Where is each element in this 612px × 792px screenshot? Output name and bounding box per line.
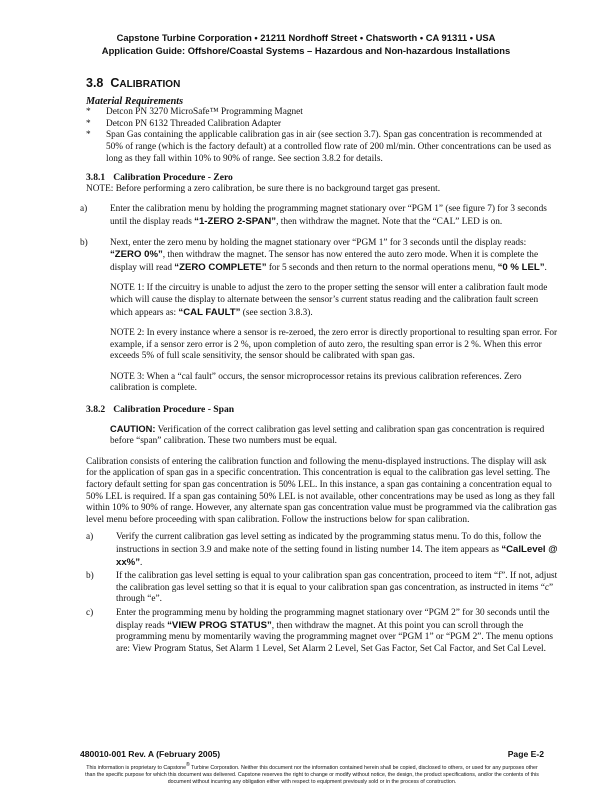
display-readout: “CalLevel @ xx%”	[116, 544, 558, 568]
material-text: Span Gas containing the applicable calibration gas in air (see section 3.7). Span gas concentration is recommended at 50% of range (which is the factory default) at a controlled flow rate of 200 ml/min. Other concentrations can be used as long as they fall within 10% to 90% of range. See section 3.8.2 for details.	[106, 130, 552, 164]
caution-text: Verification of the correct calibration gas level setting and calibration span gas concentration is required before “span” calibration. These two numbers must be equal.	[110, 424, 545, 447]
material-list-item	[86, 107, 558, 119]
step-text: .	[544, 262, 547, 273]
disclaimer-text: Turbine Corporation. Neither this document nor the information contained herein shall be copied, disclosed to others, or used for any purposes other than the specific purpose for which this document was delivered. Capstone reserves the right to change or modify without notice, the design, the product specifications, and/or the contents of this document without incurring any obligation either with respect to equipment previously sold or in the process of construction.	[85, 764, 539, 785]
step-letter: a)	[80, 204, 88, 215]
step-text: , then withdraw the magnet. The sensor has now entered the auto zero mode. When it is complete the display will read	[110, 250, 539, 273]
display-readout: “0 % LEL”	[497, 261, 545, 273]
caution-block	[80, 424, 558, 448]
span-paragraph: Calibration consists of entering the calibration function and following the menu-displayed instructions. The display will ask for the application of span gas in a specific concentration. This concentration is equal to the calibration gas level setting. The factory default setting for span gas concentration is 50% LEL. In this instance, a span gas containing a concentration equal to 50% LEL is required. If a span gas containing 50% LEL is not available, other concentrations may be used as long as they fall within 10% to 90% of range. However, any alternate span gas concentration value must be programmed via the calibration gas level menu before proceeding with span calibration. Follow the instructions below for span calibration.	[86, 456, 557, 525]
step-text: If the calibration gas level setting is equal to your calibration span gas concentration, proceed to item “f”. If not, adjust the calibration gas level setting so that it is equal to your calibration span gas concentration, as instructed in items “c” through “e”.	[116, 571, 558, 605]
zero-note-2: NOTE 2: In every instance where a sensor is re-zeroed, the zero error is directly proportional to resulting span error. For example, if a sensor zero error is 2 %, upon completion of auto zero, the resulting span error is 2 %. When this error exceeds 5% of full scale sensitivity, the sensor should be calibrated with span gas.	[110, 328, 558, 362]
zero-note-3: NOTE 3: When a “cal fault” occurs, the sensor microprocessor retains its previous calibration references. Zero calibration is complete.	[110, 371, 522, 394]
footer-line	[80, 749, 544, 759]
zero-step-a	[80, 204, 558, 228]
step-letter: a)	[86, 532, 94, 543]
step-text: .	[140, 557, 143, 568]
section-heading	[86, 78, 558, 91]
header-guide-title: Application Guide: Offshore/Coastal Systems – Hazardous and Non-hazardous Installations	[101, 45, 511, 56]
subsection-number: 3.8.1	[86, 172, 106, 184]
caution-label: CAUTION:	[110, 423, 156, 434]
note-text: (see section 3.8.3).	[240, 307, 313, 318]
zero-note-1	[80, 283, 558, 319]
step-text: Enter the programming menu by holding the programming magnet stationary over “PGM 2” for 30 seconds until the display reads	[116, 607, 550, 631]
footer-disclaimer	[82, 762, 542, 785]
step-text: Enter the calibration menu by holding the programming magnet stationary over “PGM 1” (see figure 7) for 3 seconds until the display reads	[110, 204, 547, 227]
document-body	[80, 78, 558, 655]
subsection-title: Calibration Procedure - Span	[113, 404, 235, 416]
bullet-asterisk: *	[86, 118, 91, 129]
subsection-heading-zero	[86, 172, 558, 184]
step-text: , then withdraw the magnet. At this point you can scroll through the programming menu by momentarily waving the programming magnet over “PGM 1” or “PGM 2”. The menu options are: View Program Status, Set Alarm 1 Level, Set Alarm 2 Level, Set Gas Factor, Set Cal Factor, and Set Cal Level.	[116, 620, 553, 654]
display-readout: “1-ZERO 2-SPAN”	[194, 215, 277, 227]
display-readout: “ZERO COMPLETE”	[174, 261, 267, 273]
display-readout: “VIEW PROG STATUS”	[167, 619, 272, 631]
step-text: Verify the current calibration gas level setting as indicated by the programming status menu. To do this, follow the instructions in section 3.9 and make note of the setting found in listing number 14. The item appears as	[116, 532, 542, 555]
subsection-title: Calibration Procedure - Zero	[113, 172, 233, 184]
step-text: , then withdraw the magnet. Note that the “CAL” LED is on.	[276, 216, 503, 227]
step-text: Next, enter the zero menu by holding the magnet stationary over “PGM 1” for 3 seconds until the display reads:	[110, 237, 527, 248]
step-letter: b)	[80, 237, 88, 248]
subsection-heading-span	[86, 404, 558, 416]
span-step-b	[86, 571, 558, 606]
span-step-a	[86, 532, 558, 569]
step-text: for 5 seconds and then return to the normal operations menu,	[266, 262, 498, 273]
step-letter: b)	[86, 571, 94, 582]
footer-doc-id: 480010-001 Rev. A (February 2005)	[80, 749, 221, 759]
subsection-number: 3.8.2	[86, 404, 106, 416]
disclaimer-text: This information is proprietary to Capstone	[86, 764, 187, 771]
material-list-item	[86, 119, 558, 131]
header-address: Capstone Turbine Corporation • 21211 Nordhoff Street • Chatsworth • CA 91311 • USA	[116, 32, 496, 43]
material-text: Detcon PN 6132 Threaded Calibration Adapter	[106, 118, 282, 129]
section-title-initial: C	[110, 76, 120, 90]
step-letter: c)	[86, 607, 94, 618]
display-readout: “ZERO 0%”	[110, 249, 163, 261]
display-readout: “CAL FAULT”	[178, 306, 241, 318]
section-title-rest: ALIBRATION	[119, 79, 181, 90]
material-requirements-heading: Material Requirements	[86, 95, 184, 107]
material-text: Detcon PN 3270 MicroSafe™ Programming Magnet	[106, 107, 303, 118]
registered-mark: ®	[186, 762, 190, 768]
zero-step-b	[80, 238, 558, 275]
note-text: NOTE 1: If the circuitry is unable to adjust the zero to the proper setting the sensor will enter a calibration fault mode which will cause the display to alternate between the sensor’s current status reading and the calibration fault screen which appears as:	[110, 283, 548, 318]
material-list-item	[86, 130, 558, 165]
section-number: 3.8	[86, 76, 104, 90]
bullet-asterisk: *	[86, 130, 91, 141]
zero-note: NOTE: Before performing a zero calibration, be sure there is no background target gas present.	[86, 183, 441, 194]
span-step-c	[86, 608, 558, 655]
footer-page-number: Page E-2	[507, 749, 544, 759]
bullet-asterisk: *	[86, 107, 91, 118]
